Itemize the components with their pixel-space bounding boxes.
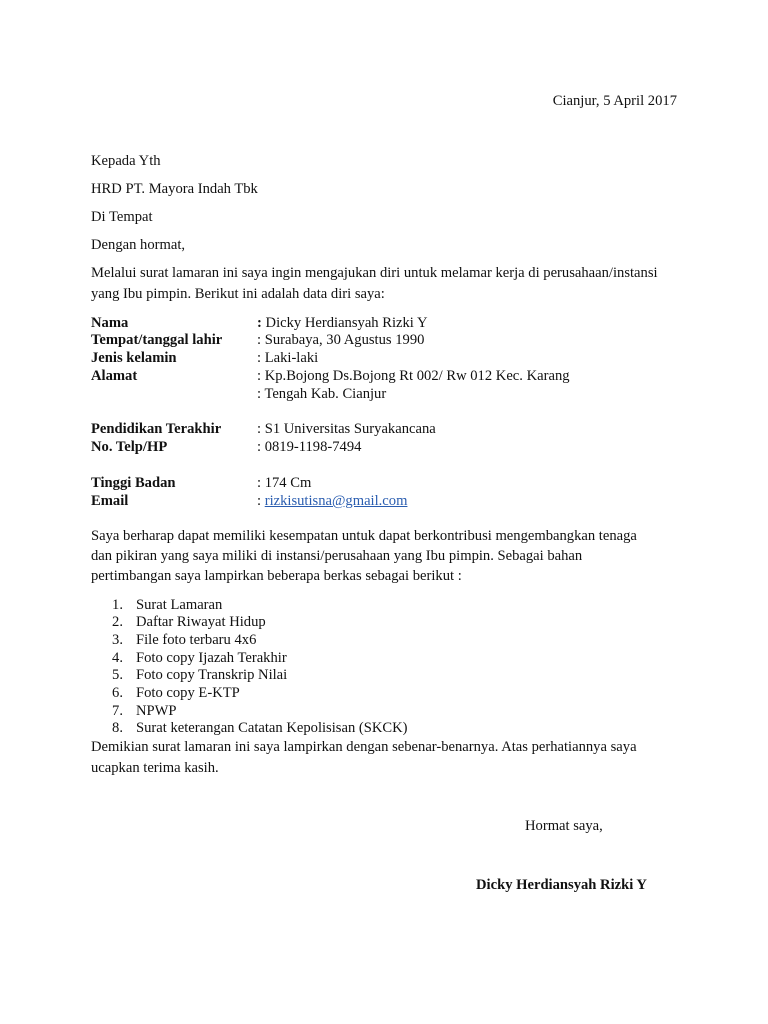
field-label-ttl: Tempat/tanggal lahir (91, 332, 223, 348)
field-label-tinggi: Tinggi Badan (91, 475, 176, 491)
list-item-number: 7. (112, 703, 123, 719)
field-colon: : (257, 493, 265, 509)
list-item-number: 2. (112, 614, 123, 630)
field-value-tinggi: : 174 Cm (257, 475, 312, 491)
body-line-2: dan pikiran yang saya miliki di instansi/perusahaan yang Ibu pimpin. Sebagai bahan (91, 548, 583, 564)
list-item: Surat Lamaran (136, 597, 223, 613)
field-value-alamat-2: : Tengah Kab. Cianjur (257, 386, 387, 402)
closing-line-2: ucapkan terima kasih. (91, 760, 219, 776)
field-label-pendidikan: Pendidikan Terakhir (91, 421, 222, 437)
list-item: File foto terbaru 4x6 (136, 632, 257, 648)
list-item-number: 4. (112, 650, 123, 666)
list-item-number: 5. (112, 667, 123, 683)
list-item-number: 3. (112, 632, 123, 648)
recipient-location: Di Tempat (91, 209, 153, 225)
list-item: Foto copy Transkrip Nilai (136, 667, 288, 683)
recipient-greeting: Kepada Yth (91, 153, 161, 169)
intro-line-2: yang Ibu pimpin. Berikut ini adalah data diri saya: (91, 286, 385, 302)
field-value-email-row (257, 492, 407, 510)
field-value-ttl: : Surabaya, 30 Agustus 1990 (257, 332, 425, 348)
field-value-nama (257, 314, 428, 332)
field-value-alamat-1: : Kp.Bojong Ds.Bojong Rt 002/ Rw 012 Kec. Karang (257, 368, 570, 384)
signature-name: Dicky Herdiansyah Rizki Y (476, 877, 647, 893)
body-line-1: Saya berharap dapat memiliki kesempatan untuk dapat berkontribusi mengembangkan tenaga (91, 528, 637, 544)
field-label-email: Email (91, 493, 129, 509)
field-label-nama: Nama (91, 315, 129, 331)
field-value-nama-text: Dicky Herdiansyah Rizki Y (261, 315, 428, 331)
recipient-company: HRD PT. Mayora Indah Tbk (91, 181, 258, 197)
field-label-jenis-kelamin: Jenis kelamin (91, 350, 177, 366)
list-item: NPWP (136, 703, 177, 719)
list-item: Daftar Riwayat Hidup (136, 614, 266, 630)
field-value-telp: : 0819-1198-7494 (257, 439, 362, 455)
list-item: Surat keterangan Catatan Kepolisisan (SKCK) (136, 720, 408, 736)
field-label-telp: No. Telp/HP (91, 439, 168, 455)
letter-date: Cianjur, 5 April 2017 (552, 93, 677, 109)
field-value-jenis-kelamin: : Laki-laki (257, 350, 319, 366)
list-item: Foto copy Ijazah Terakhir (136, 650, 287, 666)
field-value-pendidikan: : S1 Universitas Suryakancana (257, 421, 436, 437)
field-label-alamat: Alamat (91, 368, 138, 384)
list-item-number: 8. (112, 720, 123, 736)
signoff: Hormat saya, (525, 818, 603, 834)
field-colon: : (257, 315, 262, 331)
email-link[interactable]: rizkisutisna@gmail.com (264, 493, 408, 509)
list-item: Foto copy E-KTP (136, 685, 240, 701)
body-line-3: pertimbangan saya lampirkan beberapa berkas sebagai berikut : (91, 568, 462, 584)
list-item-number: 1. (112, 597, 123, 613)
list-item-number: 6. (112, 685, 123, 701)
intro-line-1: Melalui surat lamaran ini saya ingin mengajukan diri untuk melamar kerja di perusahaan/instansi (91, 265, 658, 281)
salutation: Dengan hormat, (91, 237, 186, 253)
closing-line-1: Demikian surat lamaran ini saya lampirkan dengan sebenar-benarnya. Atas perhatiannya saya (91, 739, 637, 755)
